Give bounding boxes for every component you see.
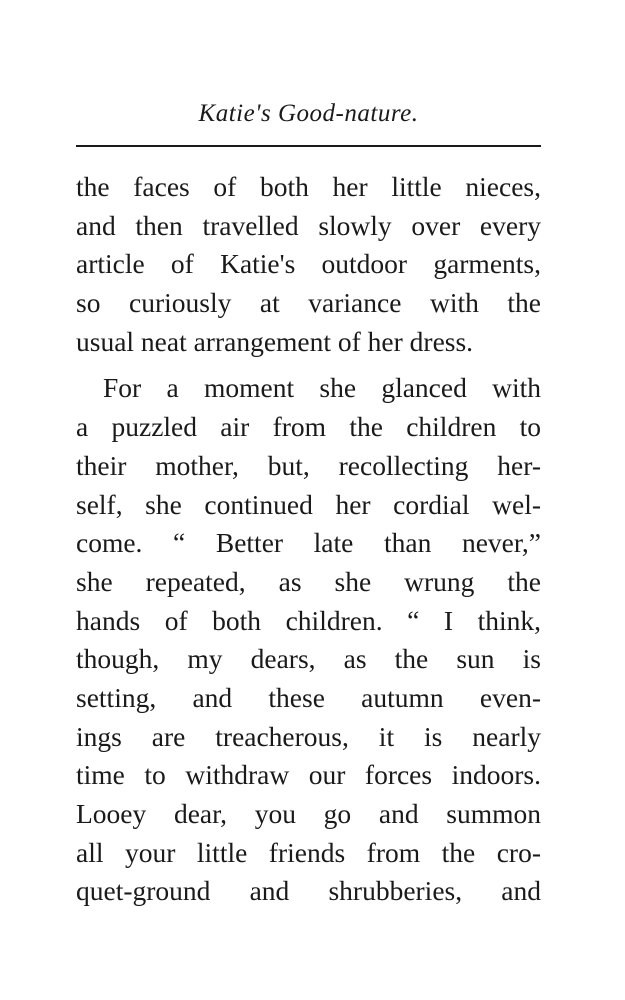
text-line: setting, and these autumn even- [76,681,541,713]
text-line: Looey dear, you go and summon [76,798,541,829]
body-text [76,168,541,911]
text-line: their mother, but, recollecting her- [76,449,541,481]
paragraph [76,168,541,361]
text-line: the faces of both her little nieces, [76,171,541,202]
text-line: a puzzled air from the children to [76,411,541,443]
text-line: self, she continued her cordial wel- [76,488,541,520]
paragraph [76,369,541,911]
paragraph-gap [76,361,541,369]
text-line: For a moment she glanced with [103,372,541,404]
text-line: come. “ Better late than never,” [76,527,541,559]
text-line: quet-ground and shrubberies, and [76,875,541,907]
text-line: and then travelled slowly over every [76,209,541,241]
text-line: article of Katie's outdoor garments, [76,248,541,280]
text-line: time to withdraw our forces indoors. [76,759,541,791]
header-rule [76,145,541,147]
text-line: all your little friends from the cro- [76,836,541,868]
text-line: though, my dears, as the sun is [76,643,541,675]
text-line: so curiously at variance with the [76,287,541,319]
text-line: hands of both children. “ I think, [76,604,541,636]
text-line: ings are treacherous, it is nearly [76,720,541,752]
running-head: Katie's Good-nature. [198,100,419,127]
text-line: usual neat arrangement of her dress. [76,325,474,357]
text-line: she repeated, as she wrung the [76,565,541,597]
